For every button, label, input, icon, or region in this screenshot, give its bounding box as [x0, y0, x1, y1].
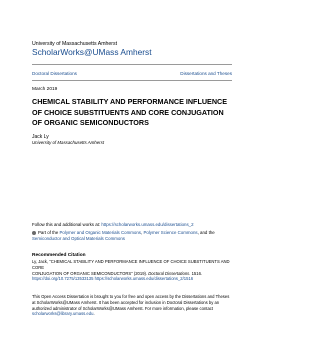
polymer-organic-materials-link[interactable]: Polymer and Organic Materials Commons — [59, 230, 141, 235]
nav-divider — [32, 80, 232, 81]
open-access-end: . — [93, 311, 95, 317]
citation-body — [32, 259, 232, 282]
citation-line-1: Ly, Jack, "CHEMICAL STABILITY AND PERFORMANCE INFLUENCE OF CHOICE SUBSTITUENTS AND CORE — [32, 259, 230, 270]
author-affiliation: University of Massachusetts Amherst — [32, 140, 105, 145]
part-of-sep-1: , — [140, 230, 144, 235]
part-of-sep-2: , and the — [197, 230, 215, 235]
collection-nav — [32, 71, 232, 76]
citation-heading: Recommended Citation — [32, 253, 86, 258]
dissertations-theses-link[interactable]: Dissertations and Theses — [180, 71, 232, 76]
doctoral-dissertations-link[interactable]: Doctoral Dissertations — [32, 71, 77, 76]
publication-date: March 2019 — [32, 87, 58, 92]
bullet-icon — [32, 231, 36, 235]
part-of-prefix: Part of the — [38, 230, 60, 235]
follow-url-link[interactable]: https://scholarworks.umass.edu/dissertations_2 — [101, 222, 194, 227]
follow-prefix: Follow this and additional works at: — [32, 222, 102, 227]
citation-line-2-post: . 1516. — [189, 270, 203, 276]
open-access-text: This Open Access Dissertation is brought to you for free and open access by the Dissertations and Theses at ScholarWorks@UMass Amherst. It has been accepted for inclusion in Doctoral Dissertations by an authorized administrator of ScholarWorks@UMass Amherst. For more information, please contact — [32, 294, 230, 311]
part-of-line — [32, 230, 232, 243]
document-title: CHEMICAL STABILITY AND PERFORMANCE INFLUENCE OF CHOICE SUBSTITUENTS AND CORE CONJUGATION OF ORGANIC SEMICONDUCTORS — [32, 97, 227, 128]
header-divider — [32, 64, 232, 65]
author-name: Jack Ly — [32, 134, 49, 140]
follow-line — [32, 222, 232, 228]
open-access-statement — [32, 294, 232, 317]
semiconductor-optical-materials-link[interactable]: Semiconductor and Optical Materials Commons — [32, 236, 125, 242]
polymer-science-link[interactable]: Polymer Science Commons — [143, 230, 198, 235]
citation-url-link[interactable]: https://scholarworks.umass.edu/dissertations_2/1516 — [94, 276, 194, 282]
repository-link[interactable]: ScholarWorks@UMass Amherst — [32, 47, 152, 57]
contact-email-link[interactable]: scholarworks@library.umass.edu — [32, 311, 94, 317]
citation-doi-link[interactable]: https://doi.org/10.7275/13533135 — [32, 276, 94, 282]
citation-series: Doctoral Dissertations — [148, 270, 190, 276]
citation-line-2-pre: CONJUGATION OF ORGANIC SEMICONDUCTORS" (2019). — [32, 270, 149, 276]
institution-name: University of Massachusetts Amherst — [32, 41, 118, 47]
